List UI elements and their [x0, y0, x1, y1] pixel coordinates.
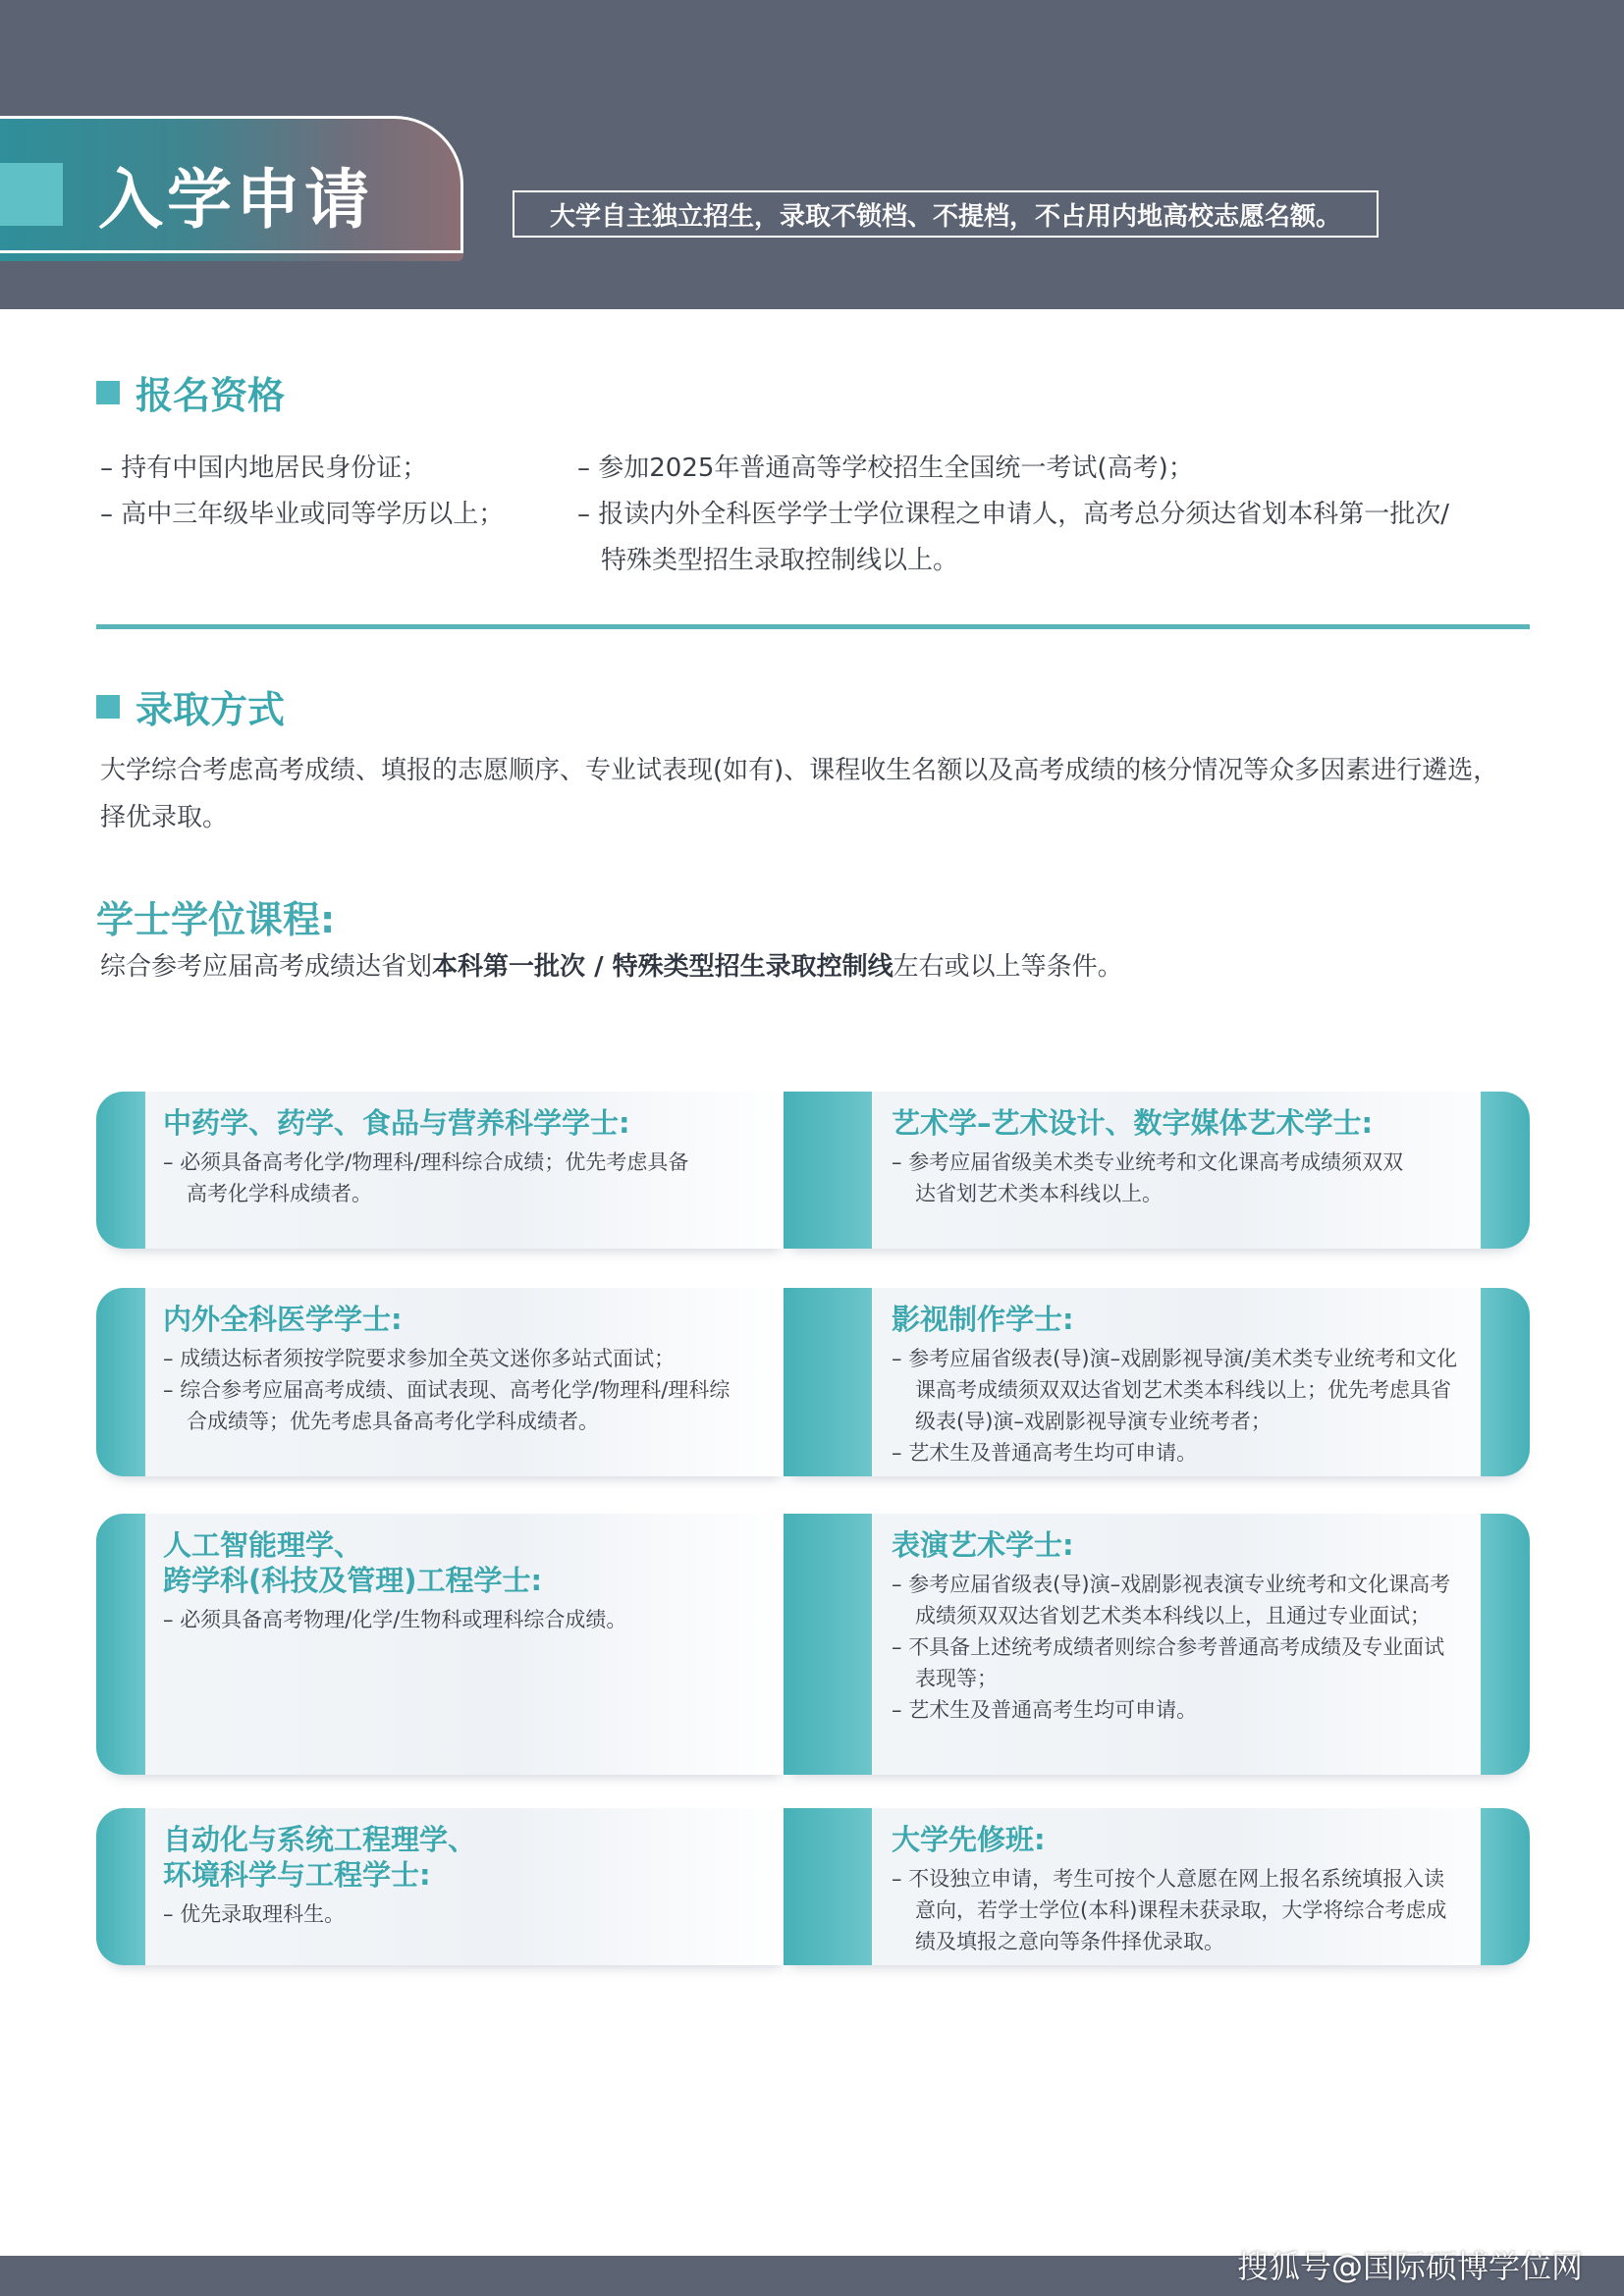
card-accent-bar — [1481, 1288, 1530, 1476]
admission-body-2: 择优录取。 — [100, 803, 229, 832]
bachelor-intro-bold: 本科第一批次 / 特殊类型招生录取控制线 — [432, 952, 893, 982]
program-requirement: – 不具备上述统考成绩者则综合参考普通高考成绩及专业面试表现等； — [892, 1631, 1461, 1694]
card-accent-bar — [96, 1092, 145, 1249]
program-requirement: – 参考应届省级表(导)演–戏剧影视导演/美术类专业统考和文化课高考成绩须双双达省划艺术类本科线以上；优先考虑具省级表(导)演–戏剧影视导演专业统考者； — [892, 1343, 1461, 1437]
card-accent-bar — [784, 1514, 872, 1775]
program-card — [96, 1808, 788, 1965]
program-requirement: – 不设独立申请，考生可按个人意愿在网上报名系统填报入读意向，若学士学位(本科)课程未获录取，大学将综合考虑成绩及填报之意向等条件择优录取。 — [892, 1863, 1461, 1957]
program-requirement: – 优先录取理科生。 — [163, 1898, 749, 1930]
admission-heading — [96, 679, 285, 733]
admission-body-1: 大学综合考虑高考成绩、填报的志愿顺序、专业试表现(如有)、课程收生名额以及高考成绩的核分情况等众多因素进行遴选， — [100, 756, 1499, 785]
card-accent-bar — [784, 1288, 872, 1476]
program-requirement: – 必须具备高考化学/物理科/理科综合成绩；优先考虑具备高考化学科成绩者。 — [163, 1147, 697, 1209]
card-accent-bar — [784, 1808, 872, 1965]
square-bullet-icon — [96, 695, 120, 719]
program-card — [96, 1288, 788, 1476]
card-accent-bar — [96, 1514, 145, 1775]
bachelor-heading: 学士学位课程: — [96, 898, 336, 941]
program-requirement: – 艺术生及普通高考生均可申请。 — [892, 1437, 1461, 1468]
eligibility-left-2: – 高中三年级毕业或同等学历以上； — [100, 500, 505, 529]
program-title: 表演艺术学士: — [892, 1528, 1074, 1562]
title-square-icon — [0, 163, 63, 226]
admission-heading-text: 录取方式 — [135, 688, 286, 731]
square-bullet-icon — [96, 381, 120, 404]
program-card — [784, 1808, 1530, 1965]
card-accent-bar — [1481, 1514, 1530, 1775]
program-title — [163, 1527, 749, 1598]
program-title-line: 跨学科(科技及管理)工程学士: — [163, 1564, 543, 1597]
eligibility-heading — [96, 365, 285, 419]
program-title: 艺术学–艺术设计、数字媒体艺术学士: — [892, 1106, 1374, 1140]
program-card — [784, 1514, 1530, 1775]
notice-box: 大学自主独立招生，录取不锁档、不提档，不占用内地高校志愿名额。 — [513, 190, 1379, 238]
program-card — [784, 1288, 1530, 1476]
program-requirement: – 综合参考应届高考成绩、面试表现、高考化学/物理科/理科综合成绩等；优先考虑具备高考化学科成绩者。 — [163, 1374, 749, 1437]
eligibility-left-1: – 持有中国内地居民身份证； — [100, 454, 428, 483]
bachelor-intro — [100, 946, 1123, 988]
page-title: 入学申请 — [98, 162, 373, 238]
bachelor-intro-suffix: 左右或以上等条件。 — [893, 952, 1123, 982]
program-title-line: 人工智能理学、 — [163, 1528, 363, 1562]
program-title — [163, 1822, 749, 1893]
program-requirement: – 艺术生及普通高考生均可申请。 — [892, 1694, 1461, 1726]
program-requirement: – 参考应届省级表(导)演–戏剧影视表演专业统考和文化课高考成绩须双双达省划艺术类本科线以上，且通过专业面试； — [892, 1569, 1461, 1631]
watermark: 搜狐号@国际硕博学位网 — [1236, 2248, 1583, 2285]
program-title: 内外全科医学学士: — [163, 1303, 403, 1336]
program-card — [96, 1514, 788, 1775]
card-accent-bar — [784, 1092, 872, 1249]
program-requirement: – 必须具备高考物理/化学/生物科或理科综合成绩。 — [163, 1604, 749, 1635]
eligibility-heading-text: 报名资格 — [135, 374, 286, 417]
eligibility-right-2: – 报读内外全科医学学士学位课程之申请人，高考总分须达省划本科第一批次/ — [577, 500, 1450, 529]
program-card — [96, 1092, 788, 1249]
section-divider — [96, 624, 1530, 629]
eligibility-right-1: – 参加2025年普通高等学校招生全国统一考试(高考)； — [577, 454, 1194, 483]
program-title: 大学先修班: — [892, 1823, 1046, 1856]
card-accent-bar — [1481, 1092, 1530, 1249]
eligibility-right-3: 特殊类型招生录取控制线以上。 — [601, 546, 959, 575]
card-accent-bar — [96, 1288, 145, 1476]
card-accent-bar — [1481, 1808, 1530, 1965]
program-title: 影视制作学士: — [892, 1303, 1074, 1336]
program-requirement: – 成绩达标者须按学院要求参加全英文迷你多站式面试； — [163, 1343, 749, 1374]
program-requirement: – 参考应届省级美术类专业统考和文化课高考成绩须双双达省划艺术类本科线以上。 — [892, 1147, 1406, 1209]
card-accent-bar — [96, 1808, 145, 1965]
bachelor-intro-prefix: 综合参考应届高考成绩达省划 — [100, 952, 433, 982]
program-title-line: 环境科学与工程学士: — [163, 1858, 431, 1892]
program-title-line: 自动化与系统工程理学、 — [163, 1823, 477, 1856]
program-card — [784, 1092, 1530, 1249]
program-title: 中药学、药学、食品与营养科学学士: — [163, 1106, 630, 1140]
